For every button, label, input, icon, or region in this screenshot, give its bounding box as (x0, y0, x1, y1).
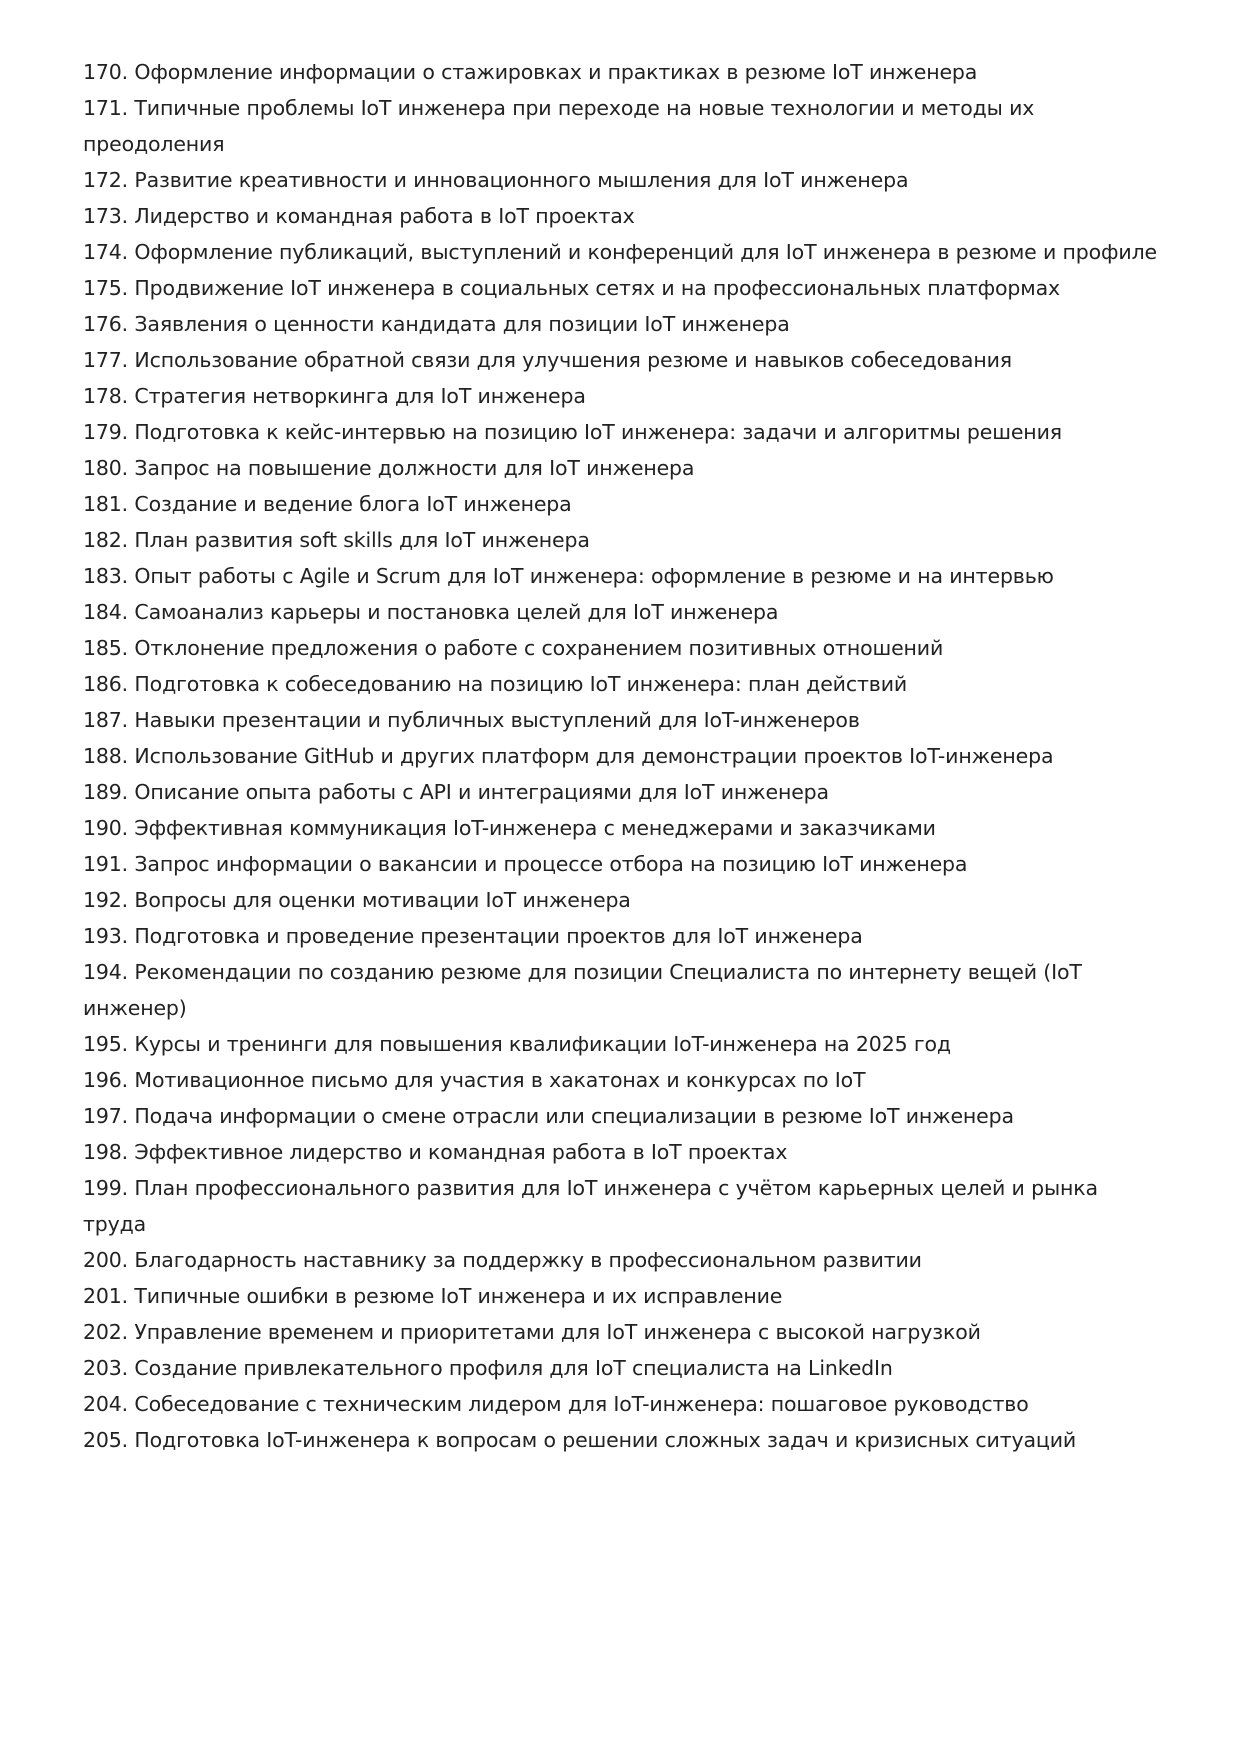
item-number: 176. (83, 312, 129, 336)
item-text: Создание привлекательного профиля для IoT специалиста на LinkedIn (134, 1356, 893, 1380)
item-text: Развитие креативности и инновационного мышления для IoT инженера (134, 168, 909, 192)
item-number: 188. (83, 744, 129, 768)
item-number: 203. (83, 1356, 129, 1380)
list-item (83, 1134, 1163, 1170)
numbered-topic-list (83, 54, 1163, 1458)
list-item (83, 198, 1163, 234)
item-number: 193. (83, 924, 129, 948)
item-text: Лидерство и командная работа в IoT проектах (134, 204, 635, 228)
list-item (83, 1350, 1163, 1386)
item-text: Запрос информации о вакансии и процессе отбора на позицию IoT инженера (134, 852, 968, 876)
item-text: Отклонение предложения о работе с сохранением позитивных отношений (134, 636, 944, 660)
item-text: Подача информации о смене отрасли или специализации в резюме IoT инженера (134, 1104, 1014, 1128)
item-text: Управление временем и приоритетами для IoT инженера с высокой нагрузкой (134, 1320, 981, 1344)
item-text: Мотивационное письмо для участия в хакатонах и конкурсах по IoT (134, 1068, 866, 1092)
list-item (83, 522, 1163, 558)
item-text: Заявления о ценности кандидата для позиции IoT инженера (134, 312, 790, 336)
item-text: Использование GitHub и других платформ для демонстрации проектов IoT-инженера (134, 744, 1054, 768)
item-number: 170. (83, 60, 129, 84)
item-number: 177. (83, 348, 129, 372)
item-number: 196. (83, 1068, 129, 1092)
list-item (83, 1422, 1163, 1458)
item-number: 192. (83, 888, 129, 912)
item-text: Подготовка к собеседованию на позицию IoT инженера: план действий (134, 672, 908, 696)
list-item (83, 342, 1163, 378)
item-text: Самоанализ карьеры и постановка целей для IoT инженера (134, 600, 779, 624)
item-text: Типичные ошибки в резюме IoT инженера и их исправление (134, 1284, 783, 1308)
list-item (83, 954, 1163, 1026)
item-text: План развития soft skills для IoT инженера (134, 528, 590, 552)
list-item (83, 1386, 1163, 1422)
list-item (83, 1098, 1163, 1134)
item-text: Курсы и тренинги для повышения квалификации IoT-инженера на 2025 год (134, 1032, 951, 1056)
list-item (83, 846, 1163, 882)
item-text: Эффективное лидерство и командная работа в IoT проектах (134, 1140, 788, 1164)
item-number: 182. (83, 528, 129, 552)
list-item (83, 270, 1163, 306)
list-item (83, 666, 1163, 702)
item-text: Подготовка IoT-инженера к вопросам о решении сложных задач и кризисных ситуаций (134, 1428, 1077, 1452)
list-item (83, 810, 1163, 846)
item-number: 201. (83, 1284, 129, 1308)
list-item (83, 594, 1163, 630)
item-text: Стратегия нетворкинга для IoT инженера (134, 384, 586, 408)
list-item (83, 738, 1163, 774)
item-number: 184. (83, 600, 129, 624)
list-item (83, 882, 1163, 918)
item-number: 200. (83, 1248, 129, 1272)
list-item (83, 450, 1163, 486)
item-text: Описание опыта работы с API и интеграциями для IoT инженера (134, 780, 829, 804)
item-number: 180. (83, 456, 129, 480)
item-text: Продвижение IoT инженера в социальных сетях и на профессиональных платформах (134, 276, 1060, 300)
list-item (83, 702, 1163, 738)
item-text: Навыки презентации и публичных выступлений для IoT-инженеров (134, 708, 860, 732)
item-text: Оформление информации о стажировках и практиках в резюме IoT инженера (134, 60, 978, 84)
list-item (83, 162, 1163, 198)
item-number: 172. (83, 168, 129, 192)
list-item (83, 630, 1163, 666)
list-item (83, 558, 1163, 594)
item-number: 186. (83, 672, 129, 696)
list-item (83, 234, 1163, 270)
item-number: 199. (83, 1176, 129, 1200)
list-item (83, 1278, 1163, 1314)
list-item (83, 918, 1163, 954)
item-text: Оформление публикаций, выступлений и конференций для IoT инженера в резюме и профиле (134, 240, 1158, 264)
list-item (83, 414, 1163, 450)
item-number: 187. (83, 708, 129, 732)
list-item (83, 774, 1163, 810)
item-number: 178. (83, 384, 129, 408)
item-number: 194. (83, 960, 129, 984)
item-number: 174. (83, 240, 129, 264)
item-number: 179. (83, 420, 129, 444)
list-item (83, 90, 1163, 162)
item-text: Опыт работы с Agile и Scrum для IoT инженера: оформление в резюме и на интервью (134, 564, 1054, 588)
item-number: 195. (83, 1032, 129, 1056)
item-text: Подготовка и проведение презентации проектов для IoT инженера (134, 924, 863, 948)
item-text: Подготовка к кейс-интервью на позицию IoT инженера: задачи и алгоритмы решения (134, 420, 1062, 444)
item-number: 191. (83, 852, 129, 876)
item-number: 204. (83, 1392, 129, 1416)
list-item (83, 306, 1163, 342)
item-number: 181. (83, 492, 129, 516)
item-number: 189. (83, 780, 129, 804)
list-item (83, 1170, 1163, 1242)
item-text: Рекомендации по созданию резюме для позиции Специалиста по интернету вещей (IoT инженер) (83, 960, 1082, 1020)
item-number: 202. (83, 1320, 129, 1344)
item-text: Эффективная коммуникация IoT-инженера с менеджерами и заказчиками (134, 816, 936, 840)
item-number: 197. (83, 1104, 129, 1128)
item-text: Создание и ведение блога IoT инженера (134, 492, 572, 516)
list-item (83, 1062, 1163, 1098)
item-text: Запрос на повышение должности для IoT инженера (134, 456, 695, 480)
item-number: 171. (83, 96, 129, 120)
item-text: Благодарность наставнику за поддержку в профессиональном развитии (134, 1248, 922, 1272)
item-number: 198. (83, 1140, 129, 1164)
item-number: 175. (83, 276, 129, 300)
item-text: План профессионального развития для IoT инженера с учётом карьерных целей и рынка труда (83, 1176, 1098, 1236)
item-number: 190. (83, 816, 129, 840)
list-item (83, 1314, 1163, 1350)
item-text: Вопросы для оценки мотивации IoT инженера (134, 888, 631, 912)
item-number: 173. (83, 204, 129, 228)
list-item (83, 1242, 1163, 1278)
list-item (83, 486, 1163, 522)
item-number: 183. (83, 564, 129, 588)
item-number: 185. (83, 636, 129, 660)
list-item (83, 1026, 1163, 1062)
item-text: Собеседование с техническим лидером для IoT-инженера: пошаговое руководство (134, 1392, 1029, 1416)
list-item (83, 54, 1163, 90)
list-item (83, 378, 1163, 414)
item-number: 205. (83, 1428, 129, 1452)
item-text: Использование обратной связи для улучшения резюме и навыков собеседования (134, 348, 1012, 372)
item-text: Типичные проблемы IoT инженера при переходе на новые технологии и методы их преодоления (83, 96, 1035, 156)
